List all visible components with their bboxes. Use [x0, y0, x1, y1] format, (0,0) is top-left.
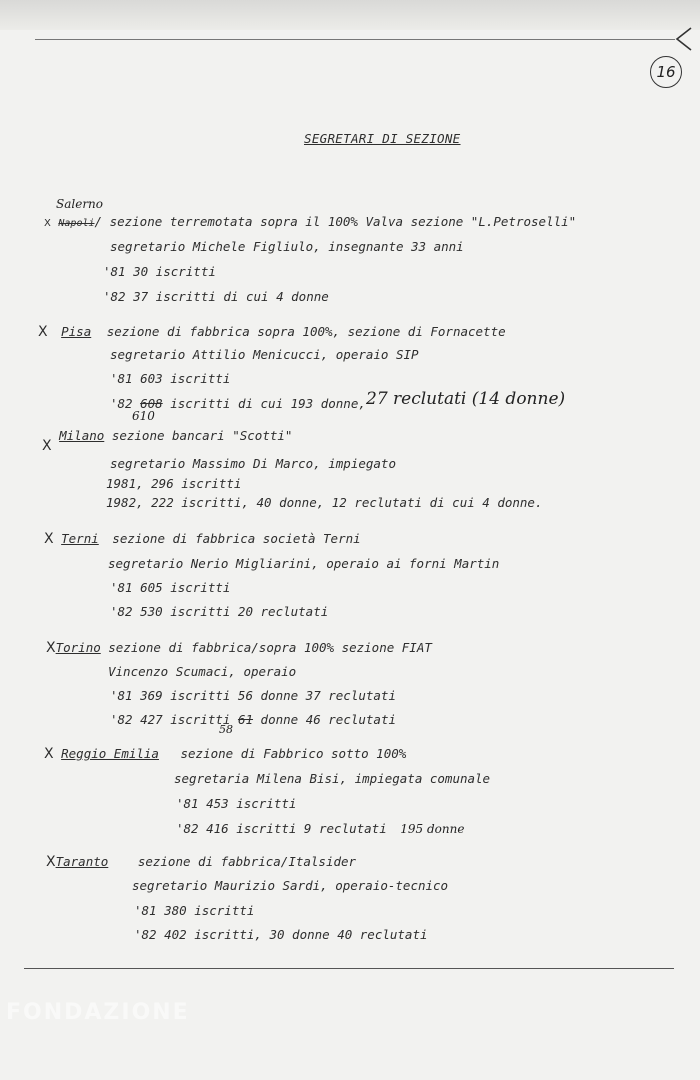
line-suffix: donne 46 reclutati: [260, 712, 397, 727]
section-line: 1981, 296 iscritti: [106, 476, 242, 491]
archive-watermark: FONDAZIONE: [6, 1000, 190, 1025]
struck-city: Napoli: [58, 218, 95, 229]
section-city: Milano: [59, 428, 105, 443]
section-line: '82 37 iscritti di cui 4 donne: [103, 289, 329, 304]
section-line: '82 530 iscritti 20 reclutati: [110, 604, 329, 619]
section-city: Reggio Emilia: [61, 746, 159, 761]
section-line: segretario Michele Figliulo, insegnante 33 anni: [110, 239, 464, 254]
section-line: segretario Maurizio Sardi, operaio-tecnico: [132, 878, 449, 893]
line-text: '82 416 iscritti 9 reclutati: [176, 821, 387, 836]
section-city: Terni: [61, 531, 99, 546]
bottom-rule: [24, 968, 674, 969]
section-header-text: sezione bancari "Scotti": [111, 428, 293, 443]
section-line: '81 605 iscritti: [110, 580, 231, 595]
section-header-text: sezione di fabbrica/sopra 100% sezione FIAT: [108, 640, 432, 655]
section-salerno-header: X Napoli/ sezione terremotata sopra il 100% Valva sezione "L.Petroselli": [44, 214, 577, 229]
section-line: segretaria Milena Bisi, impiegata comunale: [174, 771, 491, 786]
line-prefix: '82 427 iscritti: [110, 712, 231, 727]
page-title: SEGRETARI DI SEZIONE: [304, 131, 461, 146]
section-header-text: sezione di fabbrica società Terni: [112, 531, 361, 546]
check-mark: X: [44, 218, 51, 229]
section-line-82: '82 608 iscritti di cui 193 donne,: [110, 396, 366, 411]
handwritten-correction: 58: [219, 723, 233, 736]
struck-value: 608: [140, 396, 163, 411]
section-header-text: sezione di fabbrica/Italsider: [137, 854, 357, 869]
section-line: '81 369 iscritti 56 donne 37 reclutati: [110, 688, 396, 703]
section-header-text: sezione terremotata sopra il 100% Valva sezione "L.Petroselli": [109, 214, 577, 229]
check-mark: X: [44, 746, 54, 762]
section-terni-header: [44, 531, 361, 547]
top-rule: [35, 39, 675, 40]
section-line: Vincenzo Scumaci, operaio: [108, 664, 297, 679]
handwritten-city-salerno: Salerno: [56, 197, 104, 211]
section-line: segretario Nerio Migliarini, operaio ai forni Martin: [108, 556, 500, 571]
section-reggio-emilia-header: [44, 746, 406, 762]
section-header-text: sezione di fabbrica sopra 100%, sezione di Fornacette: [106, 324, 506, 339]
section-line: 1982, 222 iscritti, 40 donne, 12 reclutati di cui 4 donne.: [106, 495, 543, 510]
check-mark: X: [44, 531, 54, 547]
section-line: '81 380 iscritti: [134, 903, 255, 918]
handwritten-note: 195 donne: [400, 822, 465, 836]
section-milano-header: [42, 428, 293, 454]
handwritten-correction: 610: [132, 409, 155, 423]
check-mark: X: [46, 640, 56, 656]
line-prefix: '82: [110, 396, 133, 411]
check-mark: X: [46, 854, 56, 870]
corner-arrow-icon: [674, 26, 694, 52]
section-pisa-header: [38, 324, 506, 340]
page-number: 16: [650, 56, 682, 88]
section-line-82: [110, 712, 396, 727]
handwritten-note: 27 reclutati (14 donne): [366, 389, 566, 409]
section-city: Torino: [55, 640, 101, 655]
section-taranto-header: [46, 854, 356, 870]
line-suffix: iscritti di cui 193 donne: [170, 396, 359, 411]
section-line: segretario Attilio Menicucci, operaio SIP: [110, 347, 419, 362]
section-header-text: sezione di Fabbrico sotto 100%: [180, 746, 407, 761]
section-city: Taranto: [55, 854, 109, 869]
check-mark: X: [42, 438, 52, 454]
section-line: '81 603 iscritti: [110, 371, 231, 386]
check-mark: X: [38, 324, 48, 340]
section-line: segretario Massimo Di Marco, impiegato: [110, 456, 396, 471]
section-city: Pisa: [61, 324, 92, 339]
section-line-82: [176, 821, 464, 836]
scan-top-band: [0, 0, 700, 30]
section-line: '81 30 iscritti: [103, 264, 216, 279]
struck-value: 61: [237, 712, 254, 727]
section-line: '81 453 iscritti: [176, 796, 297, 811]
section-line: '82 402 iscritti, 30 donne 40 reclutati: [134, 927, 428, 942]
section-torino-header: [46, 640, 432, 656]
